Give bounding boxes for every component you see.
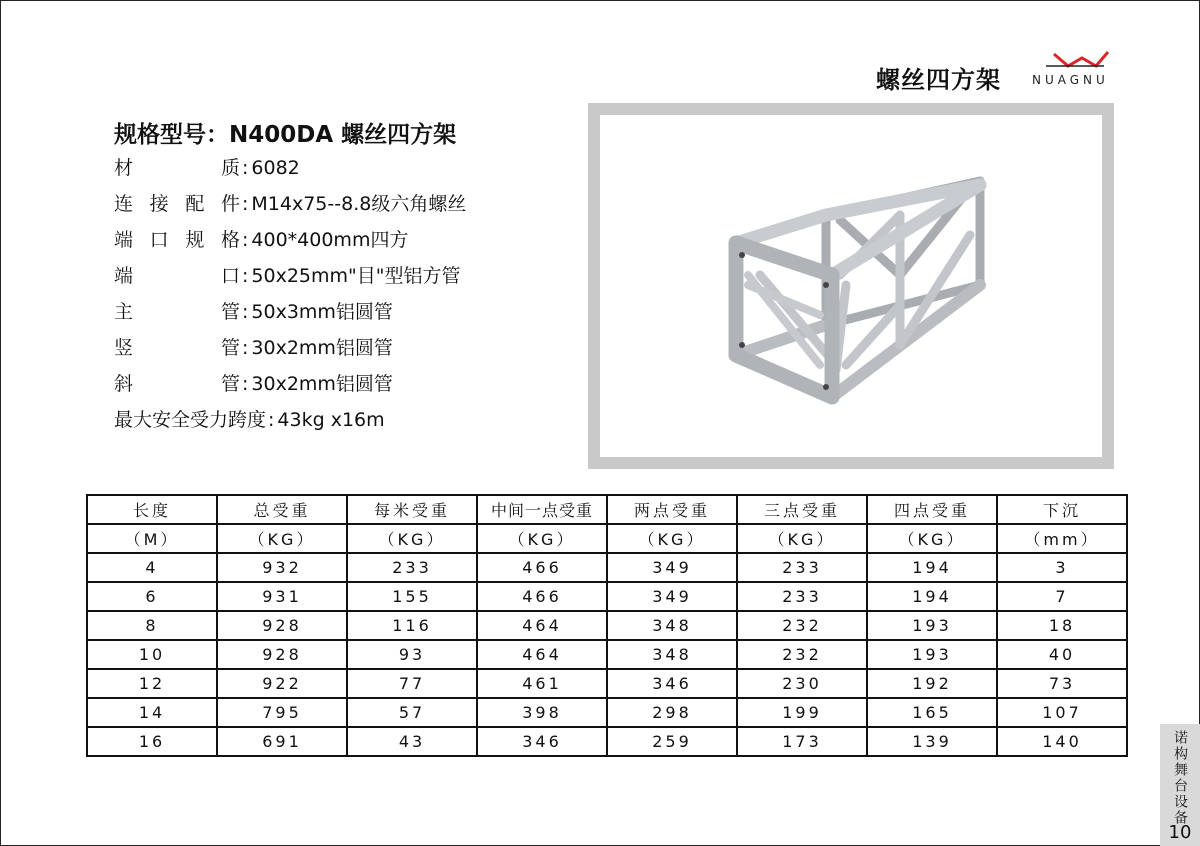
table-cell: 193	[867, 640, 997, 669]
table-header-cell: 每米受重	[347, 495, 477, 524]
spec-title: 规格型号：N400DA 螺丝四方架	[114, 122, 457, 148]
spec-value: M14x75--8.8级六角螺丝	[251, 193, 467, 215]
table-header-cell: 下沉	[997, 495, 1127, 524]
spec-list	[114, 150, 466, 438]
table-row	[87, 727, 1127, 756]
table-cell: 57	[347, 698, 477, 727]
table-row	[87, 669, 1127, 698]
table-cell: 348	[607, 611, 737, 640]
table-header-cell: 中间一点受重	[477, 495, 607, 524]
spec-label: 连 接 配 件	[114, 193, 240, 215]
table-cell: 3	[997, 553, 1127, 582]
table-cell: 259	[607, 727, 737, 756]
table-cell: 346	[477, 727, 607, 756]
table-cell: 18	[997, 611, 1127, 640]
header-title: 螺丝四方架	[876, 66, 1001, 94]
table-cell: 233	[737, 582, 867, 611]
table-cell: 93	[347, 640, 477, 669]
table-units-row	[87, 524, 1127, 553]
table-cell: 73	[997, 669, 1127, 698]
table-cell: 6	[87, 582, 217, 611]
table-cell: 199	[737, 698, 867, 727]
table-cell: 12	[87, 669, 217, 698]
spec-label: 端 口	[114, 265, 240, 287]
table-cell: 232	[737, 611, 867, 640]
table-cell: 398	[477, 698, 607, 727]
table-cell: 139	[867, 727, 997, 756]
table-cell: 931	[217, 582, 347, 611]
table-cell: 464	[477, 640, 607, 669]
table-cell: 43	[347, 727, 477, 756]
spec-value: 30x2mm铝圆管	[251, 337, 393, 359]
side-company-text: 诺构舞台设备	[1172, 730, 1188, 826]
spec-label: 竖 管	[114, 337, 240, 359]
table-cell: 922	[217, 669, 347, 698]
table-cell: 232	[737, 640, 867, 669]
table-cell: 928	[217, 640, 347, 669]
table-cell: 194	[867, 582, 997, 611]
spec-label: 端 口 规 格	[114, 229, 240, 251]
table-cell: 140	[997, 727, 1127, 756]
spec-value: 43kg x16m	[277, 409, 385, 431]
table-unit-cell: （KG）	[607, 524, 737, 553]
table-unit-cell: （mm）	[997, 524, 1127, 553]
table-cell: 4	[87, 553, 217, 582]
spec-row-connector: 连 接 配 件 : M14x75--8.8级六角螺丝	[114, 186, 466, 222]
table-cell: 192	[867, 669, 997, 698]
table-cell: 346	[607, 669, 737, 698]
table-cell: 795	[217, 698, 347, 727]
table-cell: 349	[607, 553, 737, 582]
table-cell: 461	[477, 669, 607, 698]
table-cell: 466	[477, 553, 607, 582]
table-header-cell: 四点受重	[867, 495, 997, 524]
load-table	[86, 494, 1128, 757]
table-header-cell: 两点受重	[607, 495, 737, 524]
brand-logo-text: NUAGNU	[1032, 73, 1109, 87]
table-cell: 349	[607, 582, 737, 611]
spec-row-port: 端 口 : 50x25mm"目"型铝方管	[114, 258, 466, 294]
table-unit-cell: （KG）	[477, 524, 607, 553]
spec-row-material: 材 质 : 6082	[114, 150, 466, 186]
table-cell: 107	[997, 698, 1127, 727]
table-cell: 7	[997, 582, 1127, 611]
table-row	[87, 582, 1127, 611]
table-cell: 10	[87, 640, 217, 669]
truss-illustration	[600, 115, 1102, 457]
table-unit-cell: （KG）	[867, 524, 997, 553]
table-cell: 932	[217, 553, 347, 582]
table-row	[87, 640, 1127, 669]
table-cell: 165	[867, 698, 997, 727]
table-unit-cell: （M）	[87, 524, 217, 553]
spec-label: 斜 管	[114, 373, 240, 395]
page-number: 10	[1168, 822, 1192, 843]
table-header-row	[87, 495, 1127, 524]
spec-row-diagonal-tube: 斜 管 : 30x2mm铝圆管	[114, 366, 466, 402]
spec-value: 50x3mm铝圆管	[251, 301, 393, 323]
table-cell: 466	[477, 582, 607, 611]
table-cell: 116	[347, 611, 477, 640]
table-cell: 40	[997, 640, 1127, 669]
table-cell: 193	[867, 611, 997, 640]
table-row	[87, 611, 1127, 640]
spec-row-vertical-tube: 竖 管 : 30x2mm铝圆管	[114, 330, 466, 366]
table-unit-cell: （KG）	[347, 524, 477, 553]
spec-row-main-tube: 主 管 : 50x3mm铝圆管	[114, 294, 466, 330]
spec-row-max-load: 最大安全受力跨度 : 43kg x16m	[114, 402, 466, 438]
spec-row-port-spec: 端 口 规 格 : 400*400mm四方	[114, 222, 466, 258]
table-cell: 173	[737, 727, 867, 756]
spec-value: 30x2mm铝圆管	[251, 373, 393, 395]
spec-value: 50x25mm"目"型铝方管	[251, 265, 461, 287]
table-header-cell: 三点受重	[737, 495, 867, 524]
table-cell: 464	[477, 611, 607, 640]
table-unit-cell: （KG）	[737, 524, 867, 553]
table-cell: 230	[737, 669, 867, 698]
spec-label: 主 管	[114, 301, 240, 323]
spec-label: 最大安全受力跨度	[114, 409, 267, 431]
table-cell: 691	[217, 727, 347, 756]
table-cell: 348	[607, 640, 737, 669]
table-cell: 928	[217, 611, 347, 640]
table-cell: 233	[737, 553, 867, 582]
spec-value: 6082	[251, 157, 300, 179]
table-cell: 77	[347, 669, 477, 698]
table-cell: 194	[867, 553, 997, 582]
table-cell: 8	[87, 611, 217, 640]
product-photo	[600, 115, 1102, 457]
product-photo-frame	[588, 103, 1114, 469]
table-cell: 14	[87, 698, 217, 727]
table-unit-cell: （KG）	[217, 524, 347, 553]
table-row	[87, 553, 1127, 582]
table-cell: 16	[87, 727, 217, 756]
table-header-cell: 长度	[87, 495, 217, 524]
spec-label: 材 质	[114, 157, 240, 179]
table-cell: 155	[347, 582, 477, 611]
table-row	[87, 698, 1127, 727]
table-header-cell: 总受重	[217, 495, 347, 524]
table-cell: 233	[347, 553, 477, 582]
table-cell: 298	[607, 698, 737, 727]
spec-value: 400*400mm四方	[251, 229, 409, 251]
